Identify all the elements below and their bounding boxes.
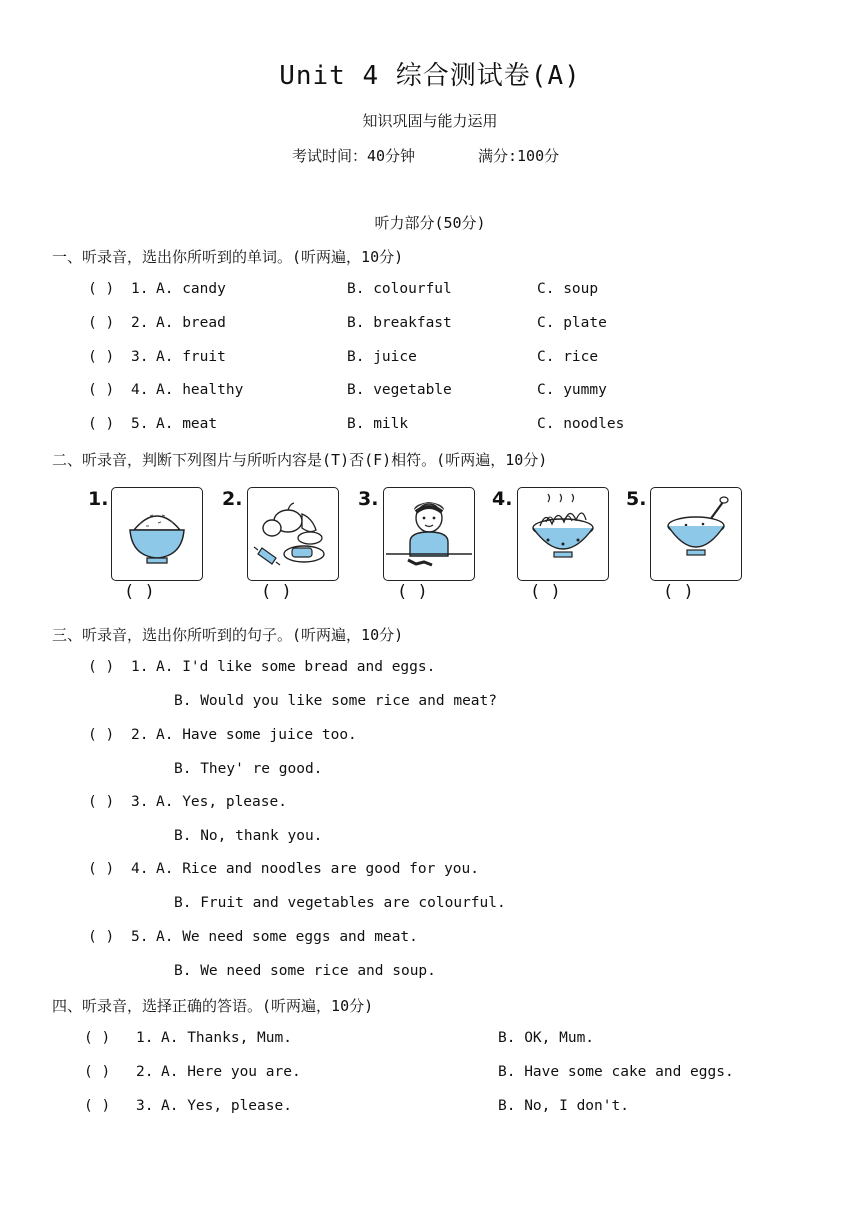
rice-bowl-icon xyxy=(111,487,203,581)
answer-blank[interactable]: ( ) xyxy=(88,281,115,297)
answer-blank[interactable]: ( ) xyxy=(397,582,428,602)
question-number: 4. xyxy=(131,382,149,398)
option-b: B. OK, Mum. xyxy=(498,1030,595,1046)
option-a: A. Yes, please. xyxy=(156,794,287,810)
question-number: 5. xyxy=(131,929,149,945)
option-a: A. fruit xyxy=(156,349,226,365)
question-number: 2. xyxy=(131,315,149,331)
answer-blank[interactable]: ( ) xyxy=(88,659,115,675)
section3-heading: 三、听录音，选出你所听到的句子。(听两遍，10分) xyxy=(52,626,404,644)
option-b: B. breakfast xyxy=(347,315,452,331)
picture-number: 2. xyxy=(222,488,243,510)
noodle-bowl-icon xyxy=(517,487,609,581)
exam-time: 考试时间：40分钟 xyxy=(292,147,416,165)
answer-blank[interactable]: ( ) xyxy=(88,929,115,945)
full-score: 满分:100分 xyxy=(478,147,560,165)
answer-blank[interactable]: ( ) xyxy=(88,382,115,398)
section1-heading: 一、听录音，选出你所听到的单词。(听两遍，10分) xyxy=(52,248,404,266)
question-number: 5. xyxy=(131,416,149,432)
picture-number: 5. xyxy=(626,488,647,510)
boy-cooking-icon xyxy=(383,487,475,581)
question-number: 2. xyxy=(136,1064,154,1080)
option-b: B. They' re good. xyxy=(174,761,323,777)
option-a: A. meat xyxy=(156,416,218,432)
option-b: B. milk xyxy=(347,416,409,432)
answer-blank[interactable]: ( ) xyxy=(88,416,115,432)
answer-blank[interactable]: ( ) xyxy=(88,315,115,331)
option-a: A. I'd like some bread and eggs. xyxy=(156,659,436,675)
question-number: 1. xyxy=(131,281,149,297)
answer-blank[interactable]: ( ) xyxy=(261,582,292,602)
answer-blank[interactable]: ( ) xyxy=(88,727,115,743)
question-number: 4. xyxy=(131,861,149,877)
option-b: B. vegetable xyxy=(347,382,452,398)
answer-blank[interactable]: ( ) xyxy=(88,349,115,365)
question-number: 3. xyxy=(131,349,149,365)
option-b: B. We need some rice and soup. xyxy=(174,963,436,979)
question-number: 1. xyxy=(136,1030,154,1046)
picture-number: 3. xyxy=(358,488,379,510)
option-b: B. Have some cake and eggs. xyxy=(498,1064,734,1080)
option-c: C. soup xyxy=(537,281,599,297)
option-b: B. Would you like some rice and meat? xyxy=(174,693,498,709)
page-title: Unit 4 综合测试卷(A) xyxy=(279,61,581,91)
option-b: B. Fruit and vegetables are colourful. xyxy=(174,895,506,911)
option-b: B. colourful xyxy=(347,281,452,297)
food-pile-icon xyxy=(247,487,339,581)
option-a: A. Here you are. xyxy=(161,1064,301,1080)
answer-blank[interactable]: ( ) xyxy=(88,794,115,810)
option-a: A. candy xyxy=(156,281,226,297)
listening-heading: 听力部分(50分) xyxy=(374,214,486,232)
picture-number: 1. xyxy=(88,488,109,510)
answer-blank[interactable]: ( ) xyxy=(530,582,561,602)
option-b: B. No, I don't. xyxy=(498,1098,629,1114)
answer-blank[interactable]: ( ) xyxy=(84,1030,111,1046)
question-number: 1. xyxy=(131,659,149,675)
option-c: C. noodles xyxy=(537,416,625,432)
answer-blank[interactable]: ( ) xyxy=(84,1098,111,1114)
page-subtitle: 知识巩固与能力运用 xyxy=(362,112,498,130)
option-a: A. Yes, please. xyxy=(161,1098,292,1114)
option-a: A. We need some eggs and meat. xyxy=(156,929,418,945)
option-c: C. rice xyxy=(537,349,599,365)
question-number: 2. xyxy=(131,727,149,743)
option-c: C. yummy xyxy=(537,382,607,398)
question-number: 3. xyxy=(136,1098,154,1114)
answer-blank[interactable]: ( ) xyxy=(124,582,155,602)
option-a: A. Have some juice too. xyxy=(156,727,357,743)
option-a: A. Rice and noodles are good for you. xyxy=(156,861,480,877)
answer-blank[interactable]: ( ) xyxy=(84,1064,111,1080)
answer-blank[interactable]: ( ) xyxy=(663,582,694,602)
option-a: A. healthy xyxy=(156,382,244,398)
option-a: A. bread xyxy=(156,315,226,331)
question-number: 3. xyxy=(131,794,149,810)
option-a: A. Thanks, Mum. xyxy=(161,1030,292,1046)
option-b: B. juice xyxy=(347,349,417,365)
soup-bowl-icon xyxy=(650,487,742,581)
section4-heading: 四、听录音，选择正确的答语。(听两遍，10分) xyxy=(52,997,374,1015)
option-c: C. plate xyxy=(537,315,607,331)
section2-heading: 二、听录音，判断下列图片与所听内容是(T)否(F)相符。(听两遍，10分) xyxy=(52,451,548,469)
picture-number: 4. xyxy=(492,488,513,510)
option-b: B. No, thank you. xyxy=(174,828,323,844)
answer-blank[interactable]: ( ) xyxy=(88,861,115,877)
